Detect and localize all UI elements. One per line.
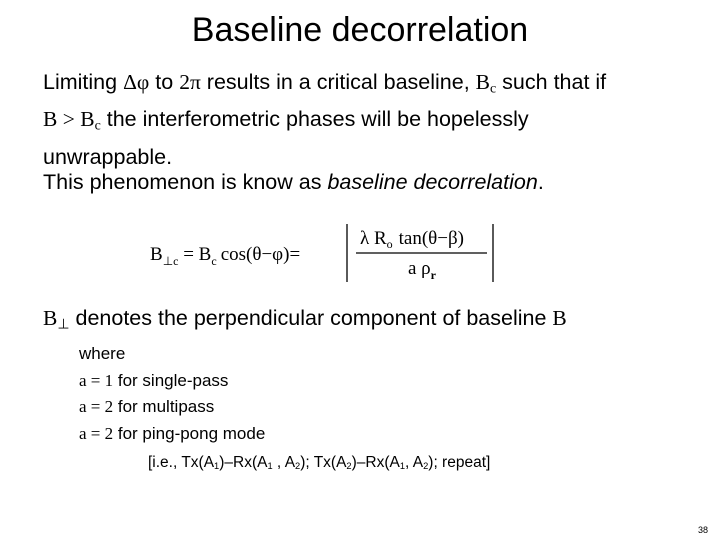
delta-phi-symbol: Δφ (123, 70, 150, 94)
note-sub: 1 (399, 460, 405, 471)
note-sub: 1 (214, 460, 220, 471)
subscript: c (490, 81, 497, 97)
note-sub: 2 (423, 460, 429, 471)
text: results in a critical baseline, (200, 70, 476, 94)
critical-baseline-symbol: B (80, 107, 95, 132)
note-text: , A (405, 454, 424, 471)
note-text: , A (272, 454, 296, 471)
formula-lhs-sub: c (173, 254, 179, 268)
den-sub: r (430, 268, 436, 282)
note-sub: 2 (346, 460, 352, 471)
paragraph-phenomenon (43, 167, 693, 197)
note-text: ); repeat] (428, 454, 491, 471)
baseline-symbol: B (552, 306, 567, 330)
where-label: where (79, 344, 126, 363)
critical-baseline-symbol: B (475, 70, 490, 94)
note-sub: 2 (295, 460, 301, 471)
list-text: for single-pass (113, 370, 229, 390)
formula-numerator (360, 228, 464, 251)
text: denotes the perpendicular component of baseline (69, 306, 553, 330)
a-values-list (79, 341, 265, 447)
num-sub: o (386, 237, 393, 251)
list-item (79, 421, 265, 448)
text: Limiting (43, 70, 124, 94)
text: to (149, 70, 180, 94)
list-text: for ping-pong mode (113, 423, 266, 443)
list-item (79, 368, 265, 395)
formula-denominator (408, 258, 437, 282)
text: unwrappable. (43, 144, 173, 169)
baseline-symbol: B (43, 107, 58, 132)
note-text: [i.e., Tx(A (148, 454, 215, 471)
text: . (537, 170, 544, 194)
emphasis-term: baseline decorrelation (327, 170, 538, 194)
note-text: )–Rx(A (219, 454, 268, 471)
perp-subscript: ⊥ (57, 317, 70, 333)
list-expr: a = 2 (79, 423, 114, 443)
note-sub: 1 (267, 460, 273, 471)
text: This phenomenon is know as (43, 170, 328, 194)
num-lambda: λ R (360, 228, 387, 249)
formula-lhs-b: B (150, 244, 163, 265)
formula-eq: = B (178, 244, 212, 265)
note-text: )–Rx(A (351, 454, 400, 471)
formula-cos: cos(θ−φ)= (220, 244, 301, 265)
greater-than: > (57, 107, 81, 132)
list-text: for multipass (113, 397, 215, 416)
text: the interferometric phases will be hopelessly (100, 107, 529, 132)
list-expr: a = 1 (79, 370, 114, 390)
text: such that if (496, 70, 607, 94)
note-text: ); Tx(A (300, 454, 347, 471)
ping-pong-note (148, 452, 490, 477)
den-a: a ρ (408, 258, 431, 279)
critical-baseline-formula (150, 222, 500, 284)
formula-mid-sub: c (211, 254, 217, 268)
formula-lhs (150, 244, 300, 268)
slide-title: Baseline decorrelation (191, 11, 529, 49)
num-tan: tan(θ−β) (398, 228, 464, 249)
subscript: c (94, 118, 101, 134)
list-item (79, 394, 265, 421)
two-pi-symbol: 2π (179, 70, 201, 94)
paragraph-perpendicular (43, 303, 567, 340)
page-number: 38 (698, 525, 709, 535)
list-expr: a = 2 (79, 397, 114, 416)
paragraph-critical-baseline (43, 67, 693, 172)
formula-perp: ⊥ (162, 254, 174, 268)
baseline-symbol: B (43, 306, 58, 330)
